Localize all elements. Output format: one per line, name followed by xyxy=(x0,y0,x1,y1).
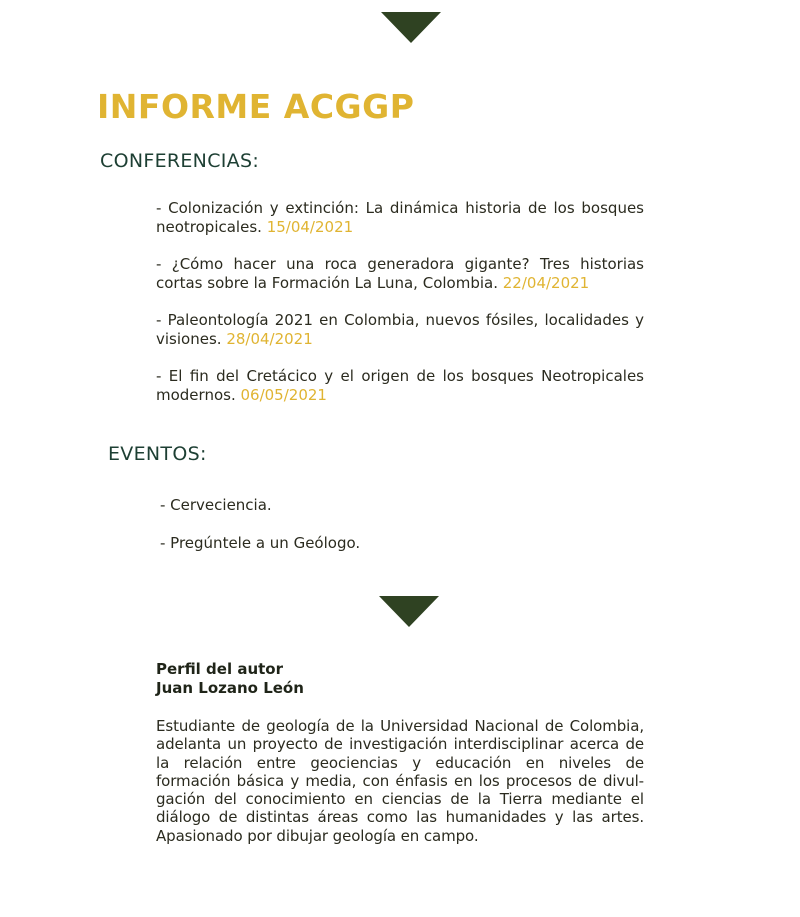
event-item: - Pregúntele a un Geólogo. xyxy=(160,534,361,552)
conference-title: - Colonización y extinción: La dinámica historia de los bosques neotropicales. xyxy=(156,199,644,236)
conference-date: 22/04/2021 xyxy=(502,274,590,292)
conference-title: - El fin del Cretácico y el origen de los bosques Neotropicales modernos. xyxy=(156,367,644,404)
conference-date: 15/04/2021 xyxy=(266,218,354,236)
conference-title: - ¿Cómo hacer una roca generadora gigante? Tres historias cortas sobre la Formación La Luna, Colombia. xyxy=(156,255,644,292)
conference-title: - Paleontología 2021 en Colombia, nuevos fósiles, localidades y visiones. xyxy=(156,311,644,348)
conference-date: 06/05/2021 xyxy=(240,386,327,404)
eventos-heading: EVENTOS: xyxy=(108,443,207,465)
page-title: INFORME ACGGP xyxy=(97,87,415,126)
triangle-down-icon xyxy=(381,12,441,43)
author-profile xyxy=(156,660,644,860)
triangle-down-icon xyxy=(379,596,439,627)
conferencias-heading: CONFERENCIAS: xyxy=(100,150,260,172)
conference-item xyxy=(156,311,644,348)
author-name: Juan Lozano León xyxy=(156,679,304,697)
eventos-list xyxy=(160,496,360,572)
author-bio: Estudiante de geología de la Universidad Nacional de Colombia, adelanta un proyecto de investigación interdisciplinar acerca de la relación entre geociencias y educación en niveles de formación básica y media, con énfasis en los procesos de divul-gación del conocimiento en ciencias de la Tierra mediante el diálogo de distintas áreas como las humanidades y las artes. Apasionado por dibujar geología en campo. xyxy=(156,717,644,845)
author-profile-label: Perfil del autor xyxy=(156,660,283,678)
conference-item xyxy=(156,367,644,404)
conference-date: 28/04/2021 xyxy=(226,330,313,348)
event-item: - Cerveciencia. xyxy=(160,496,272,514)
conference-item xyxy=(156,199,644,236)
conferencias-list xyxy=(156,199,644,423)
conference-item xyxy=(156,255,644,292)
